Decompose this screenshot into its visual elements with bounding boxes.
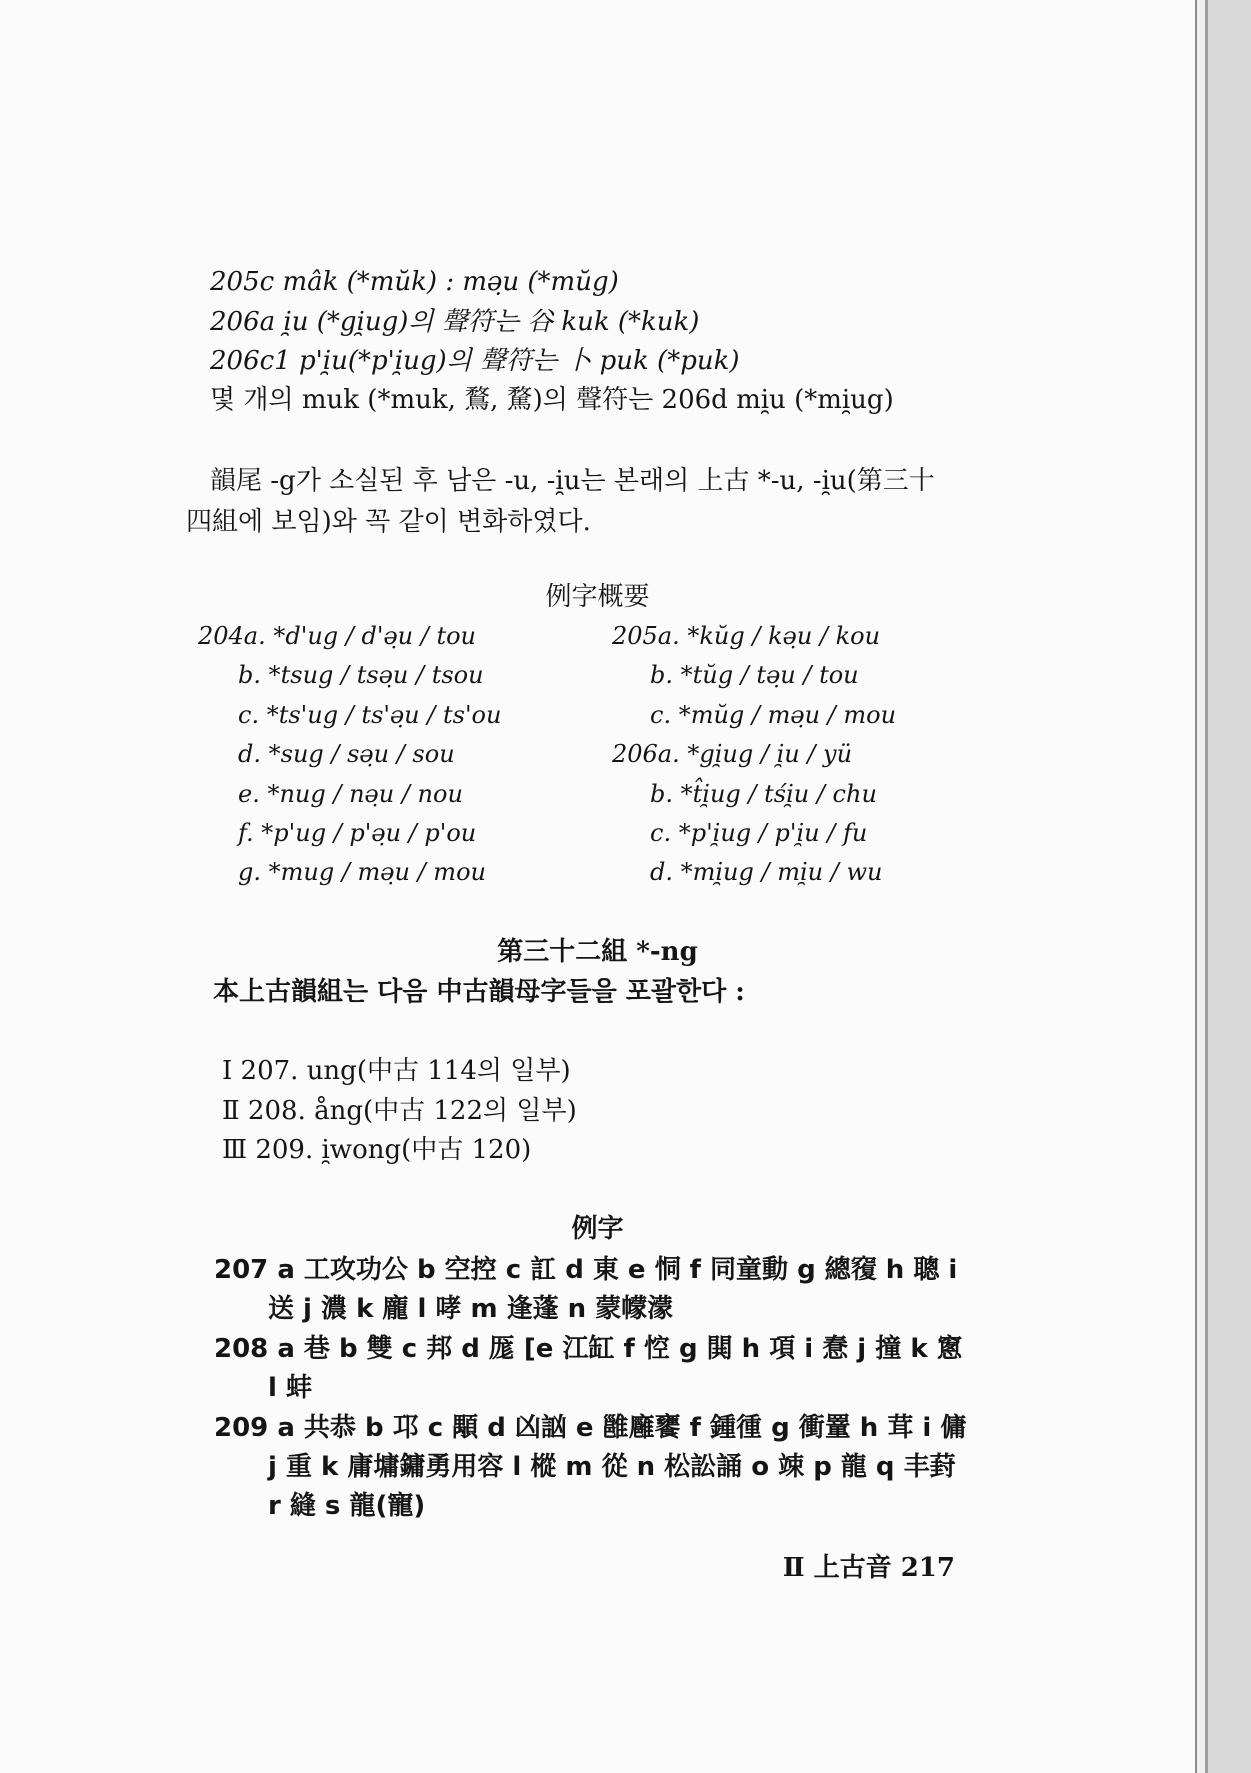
summary-heading: 例字概要 — [545, 582, 650, 612]
summary-right-206c: c. *p'i̯ug / p'i̯u / fu — [650, 819, 868, 847]
page-footer: Ⅱ 上古音 217 — [782, 1553, 955, 1583]
group-intro: 本上古韻組는 다음 中古韻母字들을 포괄한다 : — [213, 977, 745, 1007]
paragraph-line-1: 韻尾 -g가 소실된 후 남은 -u, -i̯u는 본래의 上古 *-u, -i̯u(第三十 — [210, 466, 935, 496]
examples-207-line-1: 207 a 工攻功公 b 空控 c 訌 d 東 e 恫 f 同童動 g 總𥨍 h 聰 i — [214, 1255, 958, 1285]
summary-right-206d: d. *mi̯ug / mi̯u / wu — [650, 858, 883, 886]
summary-left-204c: c. *ts'ug / ts'ə̣u / ts'ou — [238, 701, 502, 729]
summary-left-204e: e. *nug / nə̣u / nou — [238, 780, 463, 808]
group-item-209: Ⅲ 209. i̯wong(中古 120) — [222, 1135, 532, 1165]
line-muk: 몇 개의 muk (*muk, 鶩, 騖)의 聲符는 206d mi̯u (*mi̯ug) — [210, 385, 894, 415]
examples-209-line-2: j 重 k 庸墉鏞勇用容 l 樅 m 從 n 松訟誦 o 竦 p 龍 q 丰葑 — [268, 1452, 956, 1482]
group-item-208: Ⅱ 208. ång(中古 122의 일부) — [222, 1096, 577, 1126]
line-206c1: 206c1 p'i̯u(*p'i̯ug)의 聲符는 卜 puk (*puk) — [210, 346, 740, 376]
examples-207-line-2: 送 j 濃 k 龐 l 哮 m 逢蓬 n 蒙幪濛 — [268, 1294, 674, 1324]
summary-left-204b: b. *tsug / tsə̣u / tsou — [238, 661, 484, 689]
line-205c: 205c mâk (*mŭk) : mə̣u (*mŭg) — [210, 267, 619, 297]
summary-right-205b: b. *tŭg / tə̣u / tou — [650, 661, 859, 689]
examples-208-line-1: 208 a 巷 b 雙 c 邦 d 厖 [e 江缸 f 悾 g 閧 h 項 i 惷 j 撞 k 窻 — [214, 1334, 963, 1364]
summary-left-204a: 204a. *d'ug / d'ə̣u / tou — [198, 622, 477, 650]
summary-left-204f: f. *p'ug / p'ə̣u / p'ou — [238, 819, 477, 847]
summary-right-205a: 205a. *kŭg / kə̣u / kou — [612, 622, 881, 650]
examples-208-line-2: l 蚌 — [268, 1373, 312, 1403]
group-heading: 第三十二組 *-ng — [497, 937, 698, 967]
page-edge — [1197, 0, 1208, 1773]
examples-heading: 例字 — [571, 1214, 624, 1244]
summary-left-204g: g. *mug / mə̣u / mou — [238, 858, 486, 886]
examples-209-line-3: r 縫 s 龍(寵) — [268, 1491, 426, 1521]
summary-right-206b: b. *t̂i̯ug / tśi̯u / chu — [650, 780, 877, 808]
examples-209-line-1: 209 a 共恭 b 邛 c 顒 d 凶訩 e 雝廱饔 f 鍾㣫 g 衝罿 h 茸 i 傭 — [214, 1413, 967, 1443]
summary-right-206a: 206a. *gi̯ug / i̯u / yü — [612, 740, 853, 768]
summary-right-205c: c. *mŭg / mə̣u / mou — [650, 701, 897, 729]
group-item-207: Ⅰ 207. ung(中古 114의 일부) — [222, 1056, 571, 1086]
summary-left-204d: d. *sug / sə̣u / sou — [238, 740, 455, 768]
paragraph-line-2: 四組에 보임)와 꼭 같이 변화하였다. — [186, 507, 591, 537]
line-206a: 206a i̯u (*gi̯ug)의 聲符는 谷 kuk (*kuk) — [210, 307, 700, 337]
